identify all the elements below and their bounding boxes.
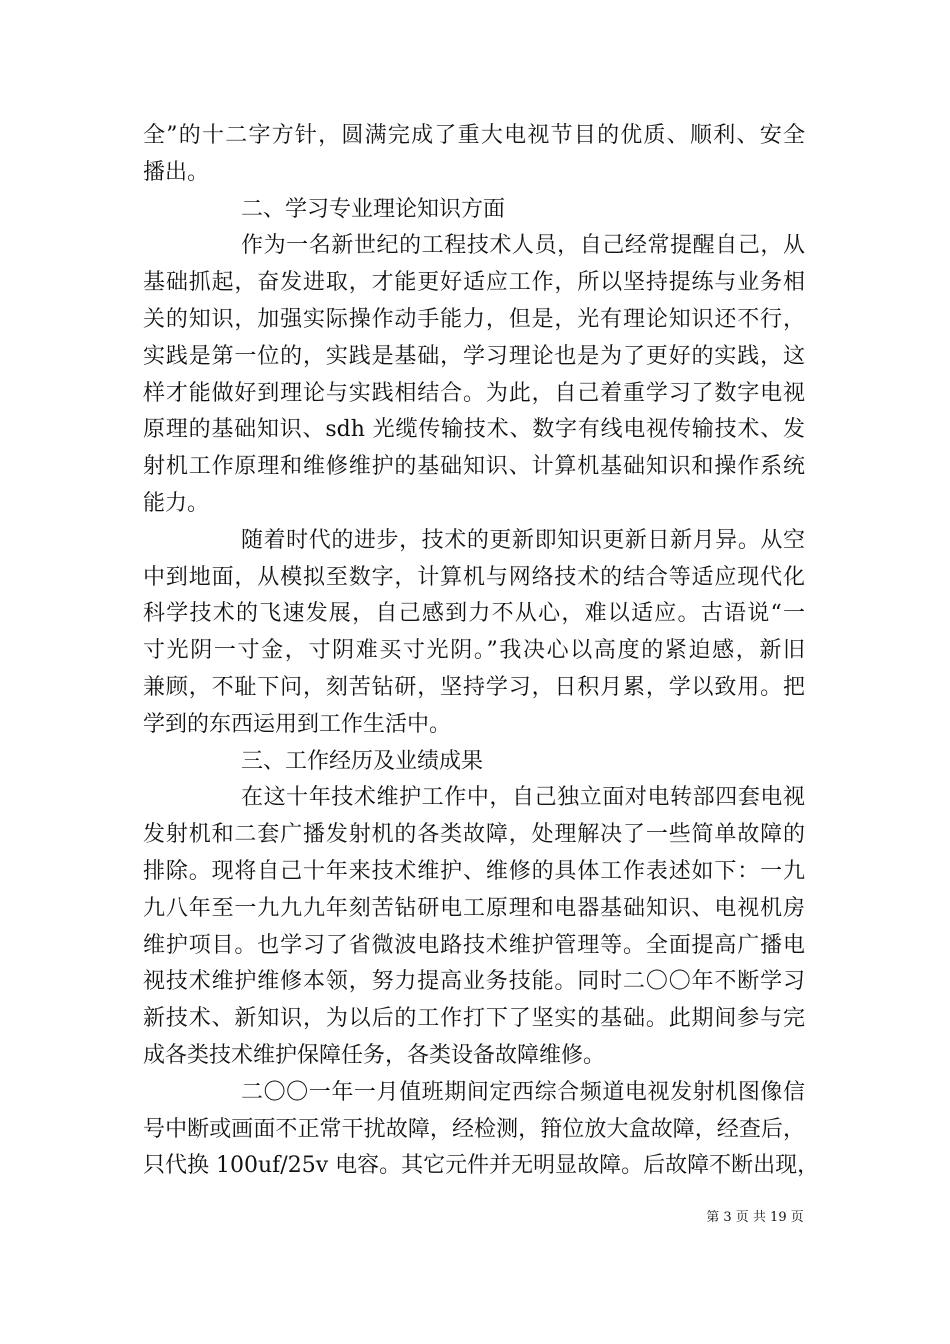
text-line: 九八年至一九九九年刻苦钻研电工原理和电器基础知识、电视机房 bbox=[143, 895, 805, 921]
text-line: 实践是第一位的，实践是基础，学习理论也是为了更好的实践，这 bbox=[143, 343, 805, 369]
text-line: 作为一名新世纪的工程技术人员，自己经常提醒自己，从 bbox=[241, 233, 805, 259]
text-line: 播出。 bbox=[143, 159, 210, 185]
text-line: 排除。现将自己十年来技术维护、维修的具体工作表述如下：一九 bbox=[143, 858, 805, 884]
text-line: 视技术维护维修本领，努力提高业务技能。同时二〇〇年不断学习 bbox=[143, 969, 805, 995]
text-line: 全”的十二字方针，圆满完成了重大电视节目的优质、顺利、安全 bbox=[143, 123, 805, 148]
text-line: 样才能做好到理论与实践相结合。为此，自己着重学习了数字电视 bbox=[143, 380, 805, 406]
text-line: 号中断或画面不正常干扰故障，经检测，箝位放大盒故障，经查后， bbox=[143, 1116, 805, 1142]
text-line: 维护项目。也学习了省微波电路技术维护管理等。全面提高广播电 bbox=[143, 932, 805, 958]
text-line: 三、工作经历及业绩成果 bbox=[241, 748, 484, 774]
text-line: 成各类技术维护保障任务，各类设备故障维修。 bbox=[143, 1042, 606, 1068]
text-line: 原理的基础知识、sdh 光缆传输技术、数字有线电视传输技术、发 bbox=[143, 417, 805, 443]
text-line: 能力。 bbox=[143, 490, 210, 516]
text-line: 在这十年技术维护工作中，自己独立面对电转部四套电视 bbox=[241, 785, 805, 811]
text-line: 关的知识，加强实际操作动手能力，但是，光有理论知识还不行， bbox=[143, 306, 805, 332]
text-line: 二〇〇一年一月值班期间定西综合频道电视发射机图像信 bbox=[241, 1079, 805, 1105]
text-line: 发射机和二套广播发射机的各类故障，处理解决了一些简单故障的 bbox=[143, 822, 805, 848]
text-line: 科学技术的飞速发展，自己感到力不从心，难以适应。古语说“一 bbox=[143, 601, 805, 627]
text-line: 新技术、新知识，为以后的工作打下了坚实的基础。此期间参与完 bbox=[143, 1006, 805, 1032]
text-line: 兼顾，不耻下问，刻苦钻研，坚持学习，日积月累，学以致用。把 bbox=[143, 674, 805, 700]
page-footer: 第 3 页 共 19 页 bbox=[706, 1210, 804, 1225]
text-line: 只代换 100uf/25v 电容。其它元件并无明显故障。后故障不断出现， bbox=[143, 1153, 820, 1179]
document-body bbox=[143, 118, 820, 1185]
text-line: 二、学习专业理论知识方面 bbox=[241, 196, 506, 222]
text-line: 射机工作原理和维修维护的基础知识、计算机基础知识和操作系统 bbox=[143, 454, 805, 480]
text-line: 基础抓起，奋发进取，才能更好适应工作，所以坚持提练与业务相 bbox=[143, 270, 805, 296]
text-line: 寸光阴一寸金，寸阴难买寸光阴。”我决心以高度的紧迫感，新旧 bbox=[143, 638, 805, 664]
text-line: 中到地面，从模拟至数字，计算机与网络技术的结合等适应现代化 bbox=[143, 564, 805, 590]
text-line: 学到的东西运用到工作生活中。 bbox=[143, 711, 452, 737]
text-line: 随着时代的进步，技术的更新即知识更新日新月异。从空 bbox=[241, 527, 805, 553]
